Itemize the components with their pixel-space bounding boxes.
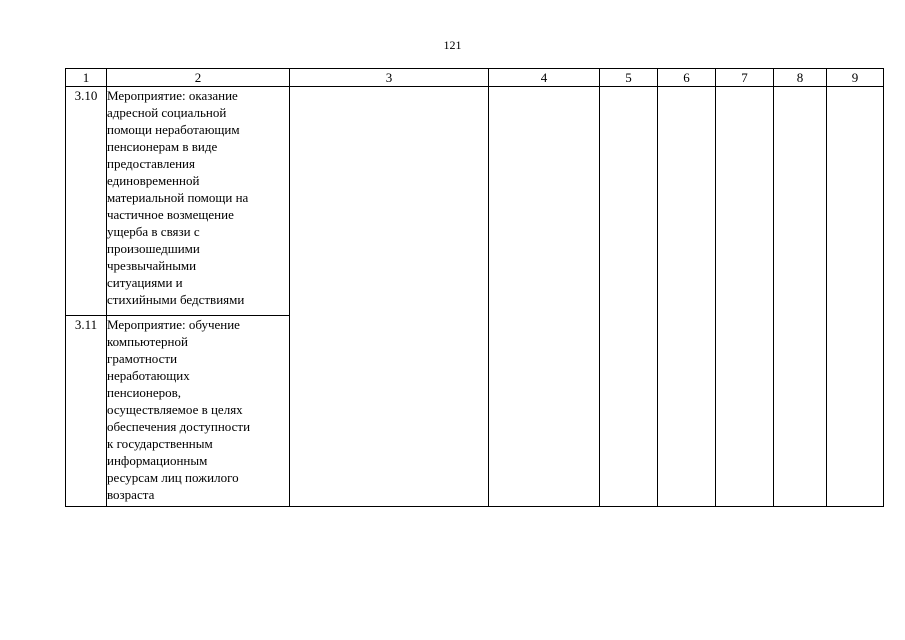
description-line: ресурсам лиц пожилого	[107, 470, 239, 485]
description-line: адресной социальной	[107, 105, 227, 120]
description-line: возраста	[107, 487, 155, 502]
data-table	[65, 68, 884, 507]
description-line: пенсионеров,	[107, 385, 182, 400]
table-row	[66, 87, 884, 316]
merged-cell-col-5	[600, 87, 658, 507]
description-line: ситуациями и	[107, 275, 183, 290]
row-number: 3.10	[66, 87, 107, 316]
row-description	[107, 316, 290, 507]
merged-cell-col-6	[658, 87, 716, 507]
description-line: произошедшими	[107, 241, 200, 256]
description-line: грамотности	[107, 351, 178, 366]
description-line: материальной помощи на	[107, 190, 249, 205]
description-line: стихийными бедствиями	[107, 292, 245, 307]
column-header-2: 2	[107, 69, 290, 87]
description-line: обеспечения доступности	[107, 419, 251, 434]
merged-cell-col-4	[489, 87, 600, 507]
header-row	[66, 69, 884, 87]
column-header-5: 5	[600, 69, 658, 87]
description-line: предоставления	[107, 156, 195, 171]
description-line: частичное возмещение	[107, 207, 234, 222]
description-line: к государственным	[107, 436, 213, 451]
column-header-6: 6	[658, 69, 716, 87]
row-description	[107, 87, 290, 316]
merged-cell-col-9	[827, 87, 884, 507]
merged-cell-col-8	[774, 87, 827, 507]
description-line: Мероприятие: обучение	[107, 317, 240, 332]
description-line: осуществляемое в целях	[107, 402, 243, 417]
page-number: 121	[443, 38, 462, 52]
description-line: информационным	[107, 453, 208, 468]
description-line: Мероприятие: оказание	[107, 88, 238, 103]
description-line: единовременной	[107, 173, 200, 188]
description-line: компьютерной	[107, 334, 188, 349]
column-header-4: 4	[489, 69, 600, 87]
description-line: пенсионерам в виде	[107, 139, 218, 154]
column-header-8: 8	[774, 69, 827, 87]
column-header-9: 9	[827, 69, 884, 87]
column-header-7: 7	[716, 69, 774, 87]
column-header-1: 1	[66, 69, 107, 87]
description-line: ущерба в связи с	[107, 224, 200, 239]
description-line: помощи неработающим	[107, 122, 240, 137]
merged-cell-col-3	[290, 87, 489, 507]
row-number: 3.11	[66, 316, 107, 507]
description-line: неработающих	[107, 368, 190, 383]
merged-cell-col-7	[716, 87, 774, 507]
description-line: чрезвычайными	[107, 258, 197, 273]
column-header-3: 3	[290, 69, 489, 87]
